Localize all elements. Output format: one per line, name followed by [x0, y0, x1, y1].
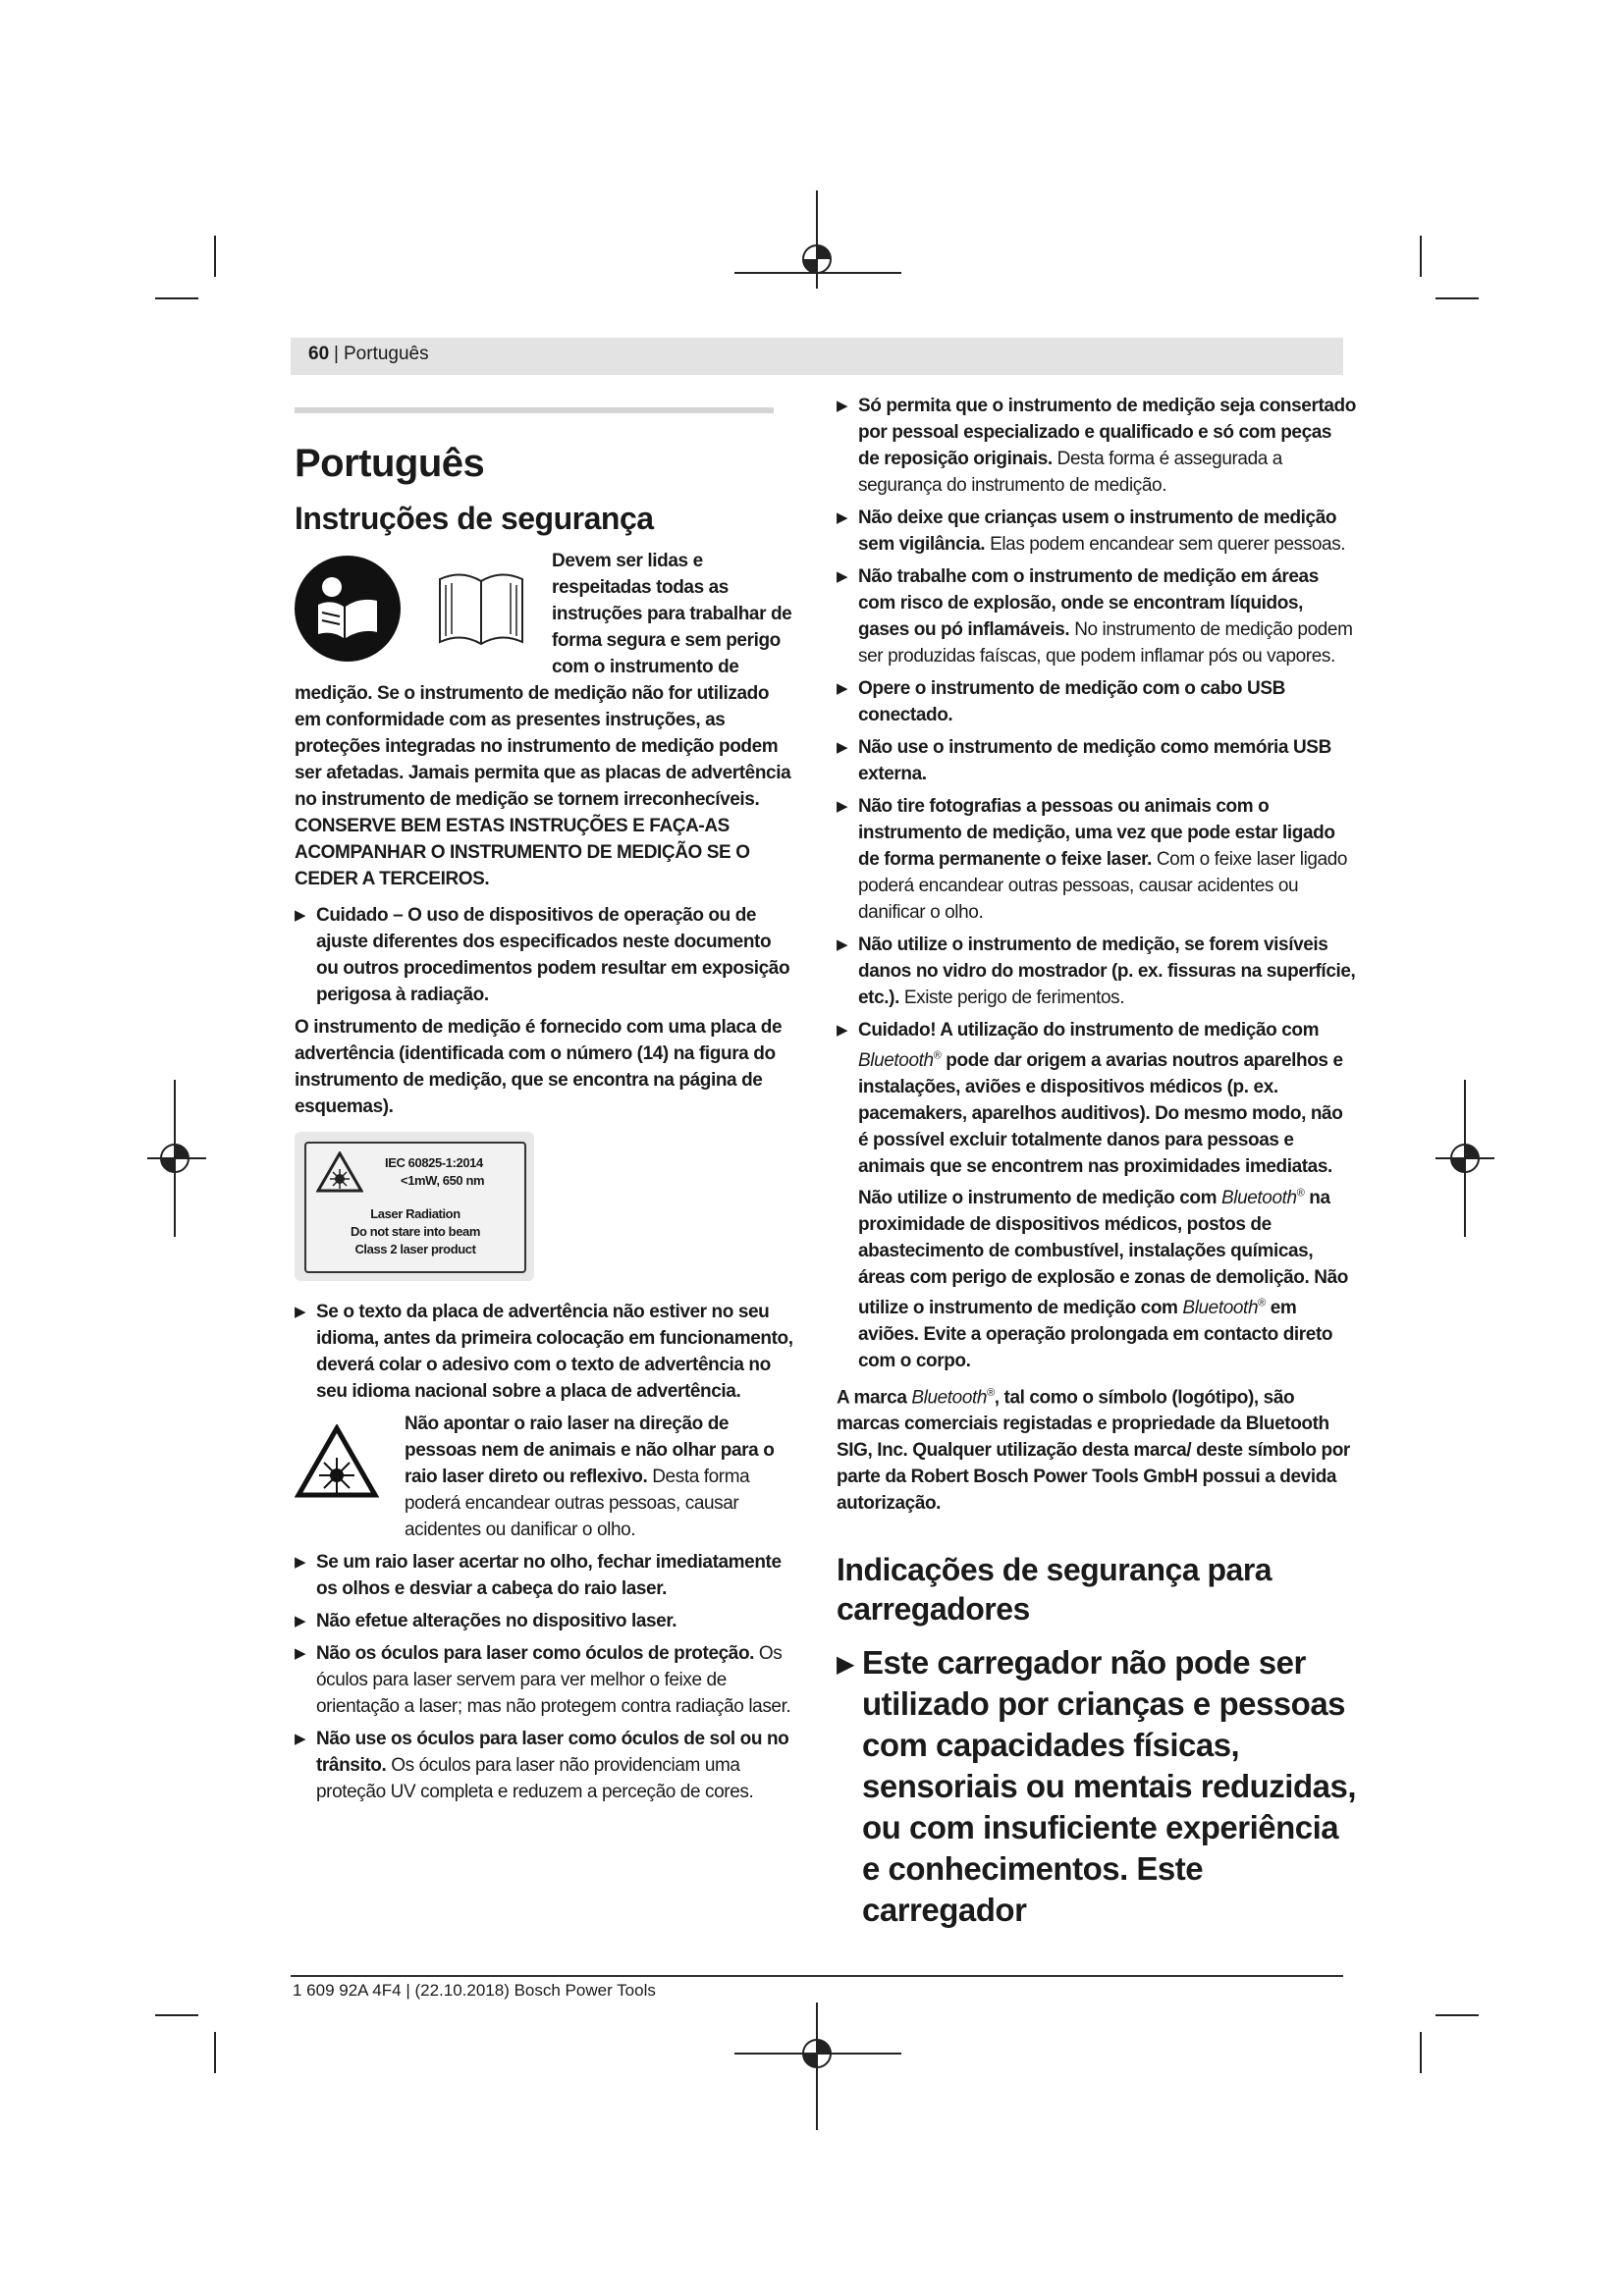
- registration-mark-left: [147, 1080, 206, 1237]
- laser-warning-plate: [295, 1132, 534, 1281]
- header-separator: |: [334, 344, 339, 364]
- triangle-bullet-icon: ▶: [837, 398, 848, 414]
- header-language: Português: [344, 344, 429, 364]
- triangle-bullet-icon: ▶: [837, 509, 848, 526]
- crop-mark: [155, 297, 198, 299]
- list-item: ▶ Não utilize o instrumento de medição, se forem visíveis danos no vidro do mostrador (p. ex. fissuras na superfície, etc.). Existe perigo de ferimentos.: [837, 932, 1357, 1011]
- list-item: ▶ Este carregador não pode ser utilizado por crianças e pessoas com capacidades físicas, sensoriais ou mentais reduzidas, ou com insuficiente experiência e conhecimentos. Este carregador: [837, 1644, 1357, 1929]
- charger-section-title: Indicações de segurança para carregadores: [837, 1552, 1272, 1628]
- intro-block: [295, 548, 795, 892]
- registration-mark-top: [734, 190, 901, 298]
- sign-line-3: Laser Radiation: [370, 1206, 460, 1221]
- left-column: [295, 422, 795, 1811]
- crop-mark: [1420, 2032, 1422, 2073]
- triangle-bullet-icon: ▶: [295, 907, 306, 924]
- triangle-bullet-icon: ▶: [837, 1022, 848, 1039]
- triangle-bullet-icon: ▶: [837, 568, 848, 585]
- right-column: [837, 393, 1357, 1931]
- laser-warning-bold: Não apontar o raio laser na direção de pessoas nem de animais e não olhar para o raio laser direto ou reflexivo.: [405, 1414, 775, 1487]
- list-item: ▶ Não efetue alterações no dispositivo laser.: [295, 1608, 795, 1634]
- section-rule: [295, 407, 774, 413]
- crop-mark: [155, 2014, 198, 2016]
- laser-warning-block: [295, 1411, 795, 1543]
- triangle-bullet-icon: ▶: [837, 798, 848, 815]
- list-item: ▶ Não trabalhe com o instrumento de medição em áreas com risco de explosão, onde se encontram líquidos, gases ou pó inflamáveis. No instrumento de medição podem ser produzidas faíscas, que podem inflamar pós ou vapores.: [837, 563, 1357, 669]
- triangle-bullet-icon: ▶: [295, 1731, 306, 1747]
- read-manual-icon: [293, 554, 403, 664]
- list-item: ▶ Não use o instrumento de medição como memória USB externa.: [837, 734, 1357, 787]
- book-icon: [434, 567, 528, 652]
- list-item: ▶ Se um raio laser acertar no olho, fechar imediatamente os olhos e desviar a cabeça do raio laser.: [295, 1549, 795, 1602]
- triangle-bullet-icon: ▶: [837, 1651, 854, 1679]
- crop-mark: [1420, 236, 1422, 277]
- triangle-bullet-icon: ▶: [295, 1613, 306, 1629]
- triangle-bullet-icon: ▶: [295, 1645, 306, 1662]
- list-item: ▶ Cuidado! A utilização do instrumento de medição com Bluetooth® pode dar origem a avarias noutros aparelhos e instalações, aviões e dispositivos médicos (p. ex. pacemakers, aparelhos auditivos). Do mesmo modo, não é possível excluir totalmente danos para pessoas e animais que se encontrem nas proximidades imediatas. Não utilize o instrumento de medição com Bluetooth® na proximidade de dispositivos médicos, postos de abastecimento de combustível, instalações químicas, áreas com perigo de explosão e zonas de demolição. Não utilize o instrumento de medição com Bluetooth® em aviões. Evite a operação prolongada em contacto direto com o corpo.: [837, 1017, 1357, 1374]
- list-item: ▶ Não tire fotografias a pessoas ou animais com o instrumento de medição, uma vez que pode estar ligado de forma permanente o feixe laser. Com o feixe laser ligado poderá encandear outras pessoas, causar acidentes ou danificar o olho.: [837, 793, 1357, 926]
- crop-mark: [214, 2032, 216, 2073]
- triangle-bullet-icon: ▶: [837, 739, 848, 756]
- triangle-bullet-icon: ▶: [837, 936, 848, 953]
- triangle-bullet-icon: ▶: [295, 1304, 306, 1320]
- intro-paragraph: Devem ser lidas e respeitadas todas as instruções para trabalhar de forma segura e sem perigo com o instrumento de medição. Se o instrumento de medição não for utilizado em conformidade com as presentes instruções, as proteções integradas no instrumento de medição podem ser afetadas. Jamais permita que as placas de advertência no instrumento de medição se tornem irreconhecíveis. CONSERVE BEM ESTAS INSTRUÇÕES E FAÇA-AS ACOMPANHAR O INSTRUMENTO DE MEDIÇÃO SE O CEDER A TERCEIROS.: [295, 551, 792, 889]
- sign-line-2: <1mW, 650 nm: [401, 1173, 485, 1188]
- laser-warning-icon: [295, 1424, 379, 1499]
- section-title: Instruções de segurança: [295, 501, 654, 536]
- page-header: [291, 338, 1343, 375]
- crop-mark: [1435, 297, 1479, 299]
- page-title: Português: [295, 442, 485, 485]
- list-item: ▶ Não os óculos para laser como óculos de proteção. Os óculos para laser servem para ver melhor o feixe de orientação a laser; mas não protegem contra radiação laser.: [295, 1640, 795, 1720]
- list-item: ▶ Opere o instrumento de medição com o cabo USB conectado.: [837, 675, 1357, 728]
- page-number: 60: [308, 344, 330, 364]
- plate-paragraph: O instrumento de medição é fornecido com uma placa de advertência (identificada com o número (14) na figura do instrumento de medição, que se encontra na página de esquemas).: [295, 1017, 783, 1117]
- sign-line-4: Do not stare into beam: [350, 1224, 481, 1239]
- list-item: ▶ Só permita que o instrumento de medição seja consertado por pessoal especializado e qualificado e só com peças de reposição originais. Desta forma é assegurada a segurança do instrumento de medição.: [837, 393, 1357, 499]
- triangle-bullet-icon: ▶: [837, 680, 848, 697]
- laser-warning-text: Desta forma poderá encandear outras pessoas, causar acidentes ou danificar o olho.: [405, 1467, 750, 1540]
- registration-mark-right: [1435, 1080, 1494, 1237]
- trademark-paragraph: A marca Bluetooth®, tal como o símbolo (logótipo), são marcas comerciais registadas e propriedade da Bluetooth SIG, Inc. Qualquer utilização desta marca/ deste símbolo por parte da Robert Bosch Power Tools GmbH possui a devida autorização.: [837, 1386, 1350, 1515]
- list-item: ▶ Não deixe que crianças usem o instrumento de medição sem vigilância. Elas podem encandear sem querer pessoas.: [837, 505, 1357, 558]
- laser-warning-icon: [316, 1151, 363, 1193]
- list-item: ▶ Não use os óculos para laser como óculos de sol ou no trânsito. Os óculos para laser não providenciam uma proteção UV completa e reduzem a perceção de cores.: [295, 1726, 795, 1805]
- crop-mark: [1435, 2014, 1479, 2016]
- list-item: ▶ Se o texto da placa de advertência não estiver no seu idioma, antes da primeira colocação em funcionamento, deverá colar o adesivo com o texto de advertência no seu idioma nacional sobre a placa de advertência.: [295, 1299, 795, 1405]
- registration-mark-bottom: [734, 2002, 901, 2130]
- crop-mark: [214, 236, 216, 277]
- list-item: ▶ Cuidado – O uso de dispositivos de operação ou de ajuste diferentes dos especificados neste documento ou outros procedimentos podem resultar em exposição perigosa à radiação.: [295, 902, 795, 1008]
- sign-line-5: Class 2 laser product: [354, 1242, 476, 1256]
- sign-line-1: IEC 60825-1:2014: [385, 1155, 483, 1170]
- triangle-bullet-icon: ▶: [295, 1554, 306, 1571]
- footer-text: 1 609 92A 4F4 | (22.10.2018) Bosch Power Tools: [293, 1981, 656, 2000]
- page-footer: [291, 1975, 1343, 2000]
